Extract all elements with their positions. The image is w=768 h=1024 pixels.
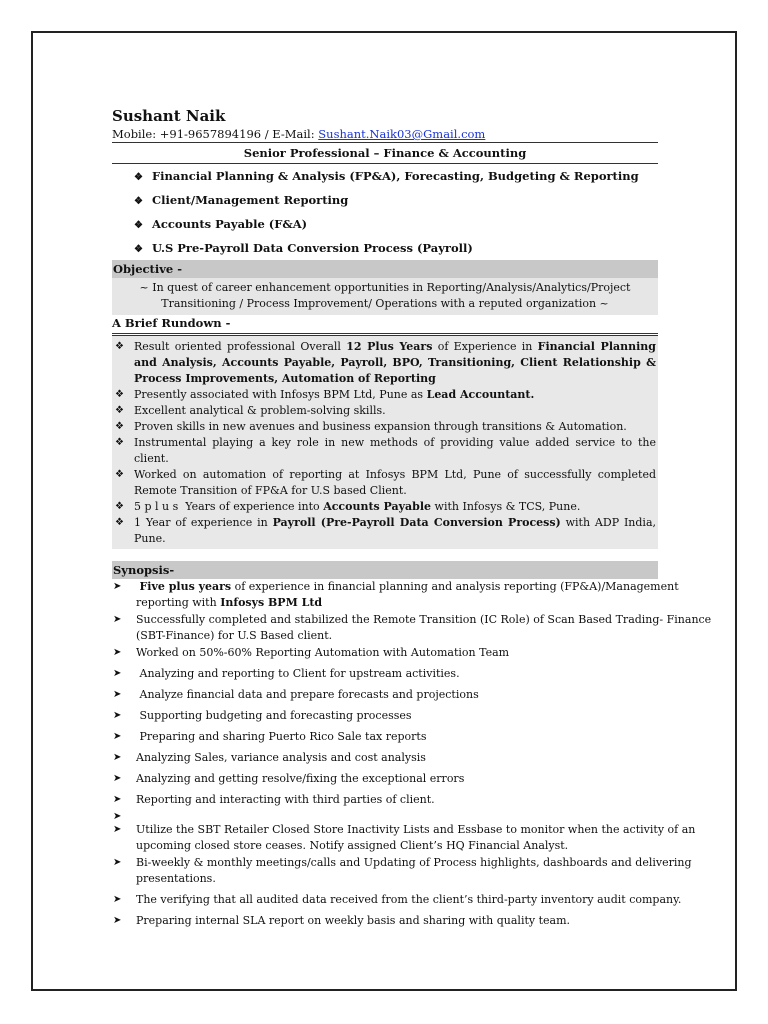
diamond-bullet-icon: ❖ xyxy=(115,421,124,432)
contact-line xyxy=(112,126,658,142)
diamond-bullet-icon: ❖ xyxy=(134,172,143,183)
arrow-bullet-icon: ➤ xyxy=(113,710,122,721)
diamond-bullet-icon: ❖ xyxy=(115,405,124,416)
contact-prefix: Mobile: +91-9657894196 / E-Mail: xyxy=(112,127,319,141)
arrow-bullet-icon: ➤ xyxy=(113,689,122,700)
email-link[interactable]: Sushant.Naik03@Gmail.com xyxy=(318,127,486,141)
diamond-bullet-icon: ❖ xyxy=(115,501,124,512)
arrow-bullet-icon: ➤ xyxy=(113,581,122,592)
rundown-item: ❖ Proven skills in new avenues and business expansion through transitions & Automation. xyxy=(115,420,627,433)
arrow-bullet-icon: ➤ xyxy=(113,811,122,822)
synopsis-item: ➤ Supporting budgeting and forecasting processes xyxy=(113,709,412,722)
synopsis-item: ➤ Preparing and sharing Puerto Rico Sale tax reports xyxy=(113,730,427,743)
diamond-bullet-icon: ❖ xyxy=(134,220,143,231)
rundown-item: ❖ Worked on automation of reporting at Infosys BPM Ltd, Pune of successfully completed Remote Transition of FP&A for U.S based Client. xyxy=(115,468,656,497)
arrow-bullet-icon: ➤ xyxy=(113,647,122,658)
rundown-list xyxy=(112,336,658,549)
arrow-bullet-icon: ➤ xyxy=(113,614,122,625)
rundown-item: ❖ Result oriented professional Overall 12 Plus Years of Experience in Financial Planning and Analysis, Accounts Payable, Payroll, BPO, Transitioning, Client Relationship & Process Improvements, Automation of Reporting xyxy=(115,340,656,385)
synopsis-item: ➤ Utilize the SBT Retailer Closed Store Inactivity Lists and Essbase to monitor when the activity of an upcoming closed store ceases. Notify assigned Client’s HQ Financial Analyst. xyxy=(113,823,696,852)
objective-heading: Objective - xyxy=(112,260,658,278)
rundown-item: ❖ Presently associated with Infosys BPM Ltd, Pune as Lead Accountant. xyxy=(115,388,535,401)
professional-tagline: Senior Professional – Finance & Accounting xyxy=(112,142,658,164)
synopsis-item: ➤ Preparing internal SLA report on weekly basis and sharing with quality team. xyxy=(113,914,571,927)
synopsis-list xyxy=(112,579,722,929)
diamond-bullet-icon: ❖ xyxy=(115,437,124,448)
diamond-bullet-icon: ❖ xyxy=(134,196,143,207)
skill-item: ❖ U.S Pre-Payroll Data Conversion Process (Payroll) xyxy=(134,236,658,260)
objective-text: ~ In quest of career enhancement opportunities in Reporting/Analysis/Analytics/Project Transitioning / Process Improvement/ Operations with a reputed organization ~ xyxy=(112,278,658,315)
diamond-bullet-icon: ❖ xyxy=(115,341,124,352)
rundown-item: ❖ Excellent analytical & problem-solving skills. xyxy=(115,404,386,417)
synopsis-item: ➤ Successfully completed and stabilized the Remote Transition (IC Role) of Scan Based Trading- Finance (SBT-Finance) for U.S Based client. xyxy=(113,613,712,642)
rundown-item: ❖ 1 Year of experience in Payroll (Pre-Payroll Data Conversion Process) with ADP India, Pune. xyxy=(115,516,657,545)
synopsis-item: ➤ The verifying that all audited data received from the client’s third-party inventory audit company. xyxy=(113,893,682,906)
synopsis-item: ➤ Analyzing Sales, variance analysis and cost analysis xyxy=(113,751,426,764)
diamond-bullet-icon: ❖ xyxy=(115,389,124,400)
rundown-item: ❖ Instrumental playing a key role in new methods of providing value added service to the client. xyxy=(115,436,656,465)
synopsis-item: ➤ Analyze financial data and prepare forecasts and projections xyxy=(113,688,479,701)
skill-item: ❖ Client/Management Reporting xyxy=(134,188,658,212)
arrow-bullet-icon: ➤ xyxy=(113,731,122,742)
synopsis-item: ➤ Bi-weekly & monthly meetings/calls and Updating of Process highlights, dashboards and delivering presentations. xyxy=(113,856,692,885)
diamond-bullet-icon: ❖ xyxy=(115,469,124,480)
arrow-bullet-icon: ➤ xyxy=(113,915,122,926)
rundown-item: ❖ 5 p l u s Years of experience into Accounts Payable with Infosys & TCS, Pune. xyxy=(115,500,581,513)
synopsis-item: ➤ Analyzing and getting resolve/fixing the exceptional errors xyxy=(113,772,465,785)
rundown-heading: A Brief Rundown - xyxy=(112,316,231,330)
arrow-bullet-icon: ➤ xyxy=(113,668,122,679)
synopsis-item: ➤ Analyzing and reporting to Client for upstream activities. xyxy=(113,667,460,680)
arrow-bullet-icon: ➤ xyxy=(113,824,122,835)
synopsis-item: ➤ Five plus years of experience in financial planning and analysis reporting (FP&A)/Management reporting with Infosys BPM Ltd xyxy=(113,580,679,609)
candidate-name: Sushant Naik xyxy=(112,107,226,125)
arrow-bullet-icon: ➤ xyxy=(113,752,122,763)
skill-item: ❖ Financial Planning & Analysis (FP&A), Forecasting, Budgeting & Reporting xyxy=(134,164,658,188)
synopsis-item: ➤ Worked on 50%-60% Reporting Automation with Automation Team xyxy=(113,646,510,659)
key-skills-list xyxy=(112,164,658,260)
synopsis-item-empty xyxy=(112,809,722,820)
arrow-bullet-icon: ➤ xyxy=(113,794,122,805)
skill-item: ❖ Accounts Payable (F&A) xyxy=(134,212,658,236)
resume-content xyxy=(112,106,712,934)
arrow-bullet-icon: ➤ xyxy=(113,857,122,868)
arrow-bullet-icon: ➤ xyxy=(113,894,122,905)
arrow-bullet-icon: ➤ xyxy=(113,773,122,784)
diamond-bullet-icon: ❖ xyxy=(134,244,143,255)
synopsis-item: ➤ Reporting and interacting with third parties of client. xyxy=(113,793,435,806)
synopsis-heading: Synopsis- xyxy=(112,561,658,579)
diamond-bullet-icon: ❖ xyxy=(115,517,124,528)
